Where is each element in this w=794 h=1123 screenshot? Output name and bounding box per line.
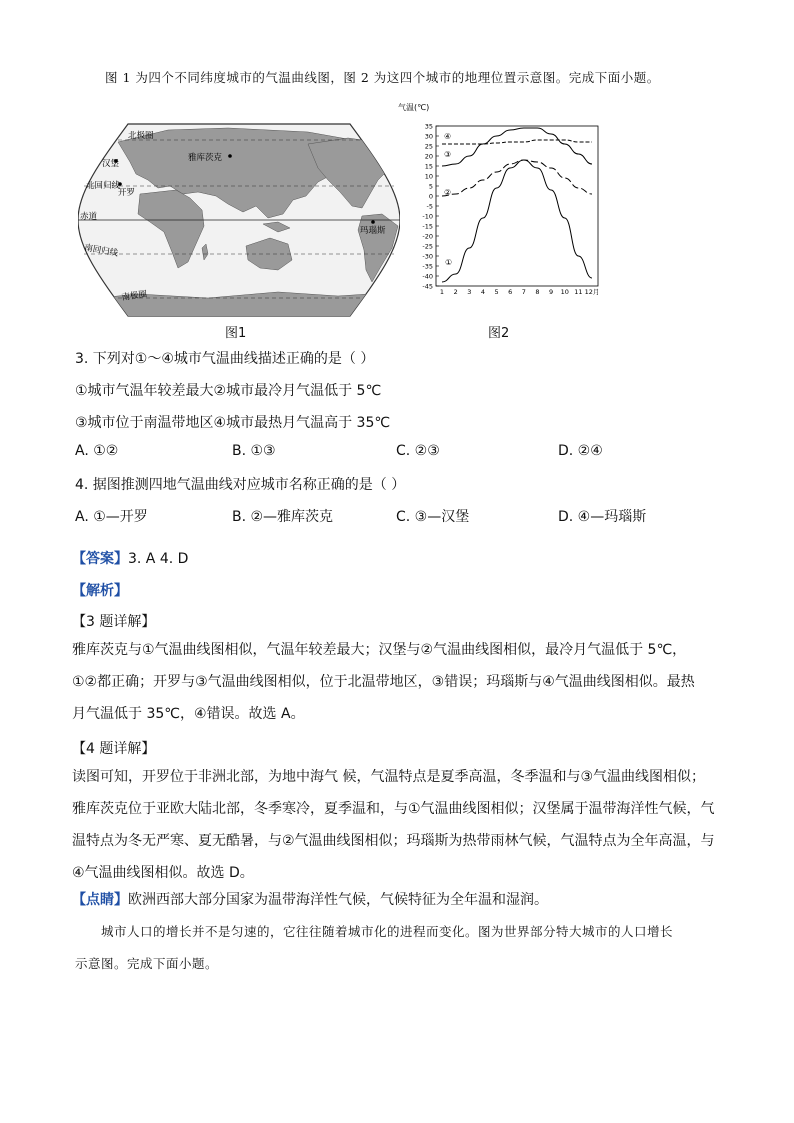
temperature-chart bbox=[396, 102, 602, 300]
series-line-1 bbox=[442, 160, 592, 282]
answer-line bbox=[72, 548, 188, 568]
q4-option-a[interactable]: A. ①—开罗 bbox=[75, 509, 148, 525]
label-tropic-cancer: 北回归线 bbox=[86, 181, 121, 191]
x-tick-label: 7 bbox=[521, 288, 526, 296]
x-tick-label: 10 bbox=[560, 288, 569, 296]
d3-body bbox=[72, 634, 732, 730]
intro-text: 图 1 为四个不同纬度城市的气温曲线图，图 2 为这四个城市的地理位置示意图。完成下面小题。 bbox=[105, 70, 660, 85]
d4-line-1: 读图可知，开罗位于非洲北部，为地中海气 候，气温特点是夏季高温，冬季温和与③气温曲线图相似； bbox=[72, 769, 705, 785]
chart-ylabel: 气温(℃) bbox=[398, 103, 430, 112]
x-tick-label: 1 bbox=[439, 288, 445, 296]
y-tick-label: 5 bbox=[428, 182, 433, 191]
y-tick-label: -30 bbox=[422, 252, 433, 261]
q3-statement-2: ③城市位于南温带地区④城市最热月气温高于 35℃ bbox=[75, 415, 391, 431]
q3-statement-1: ①城市气温年较差最大②城市最冷月气温低于 5℃ bbox=[75, 383, 382, 399]
x-tick-label: 2 bbox=[453, 288, 458, 296]
series-label-3: ③ bbox=[444, 150, 452, 159]
d4-line-2: 雅库茨克位于亚欧大陆北部，冬季寒冷，夏季温和，与①气温曲线图相似；汉堡属于温带海洋性气候，气 bbox=[72, 801, 715, 817]
d3-line-1: 雅库茨克与①气温曲线图相似，气温年较差最大；汉堡与②气温曲线图相似，最冷月气温低于 5℃， bbox=[72, 642, 687, 658]
next-intro-line-1: 城市人口的增长并不是匀速的，它往往随着城市化的进程而变化。图为世界部分特大城市的人口增长 bbox=[101, 924, 674, 939]
y-tick-label: 25 bbox=[424, 142, 433, 151]
series-line-4 bbox=[442, 140, 592, 144]
y-tick-label: -20 bbox=[422, 232, 433, 241]
d4-label: 【4 题详解】 bbox=[72, 741, 156, 757]
series-label-2: ② bbox=[444, 188, 452, 197]
q3-option-d[interactable]: D. ②④ bbox=[558, 443, 603, 459]
analysis-label: 【解析】 bbox=[72, 583, 128, 599]
q3-option-b[interactable]: B. ①③ bbox=[232, 443, 276, 459]
y-tick-label: 35 bbox=[424, 122, 433, 131]
y-tick-label: -15 bbox=[422, 222, 433, 231]
d3-label: 【3 题详解】 bbox=[72, 614, 156, 630]
y-tick-label: -35 bbox=[422, 262, 433, 271]
y-tick-label: 30 bbox=[424, 132, 433, 141]
label-hamburg: 汉堡 bbox=[102, 159, 120, 169]
d3-line-3: 月气温低于 35℃，④错误。故选 A。 bbox=[72, 706, 305, 722]
x-tick-label: 6 bbox=[508, 288, 513, 296]
x-tick-label: 9 bbox=[549, 288, 554, 296]
y-tick-label: 0 bbox=[428, 192, 433, 201]
tip-label: 【点睛】 bbox=[72, 892, 128, 908]
q4-option-d[interactable]: D. ④—玛瑙斯 bbox=[558, 509, 647, 525]
q4-stem: 4. 据图推测四地气温曲线对应城市名称正确的是（ ） bbox=[75, 477, 406, 493]
x-tick-label: 4 bbox=[480, 288, 485, 296]
label-manaus: 玛瑙斯 bbox=[360, 226, 386, 236]
d4-line-3: 温特点为冬无严寒、夏无酷暑，与②气温曲线图相似；玛瑙斯为热带雨林气候，气温特点为全年高温，与 bbox=[72, 833, 715, 849]
y-tick-label: 20 bbox=[424, 152, 433, 161]
y-tick-label: -45 bbox=[422, 282, 433, 291]
label-equator: 赤道 bbox=[80, 212, 98, 222]
q3-stem: 3. 下列对①～④城市气温曲线描述正确的是（ ） bbox=[75, 351, 375, 367]
y-tick-label: -5 bbox=[426, 202, 433, 211]
y-tick-label: 10 bbox=[424, 172, 433, 181]
tip-text: 欧洲西部大部分国家为温带海洋性气候，气候特征为全年温和湿润。 bbox=[128, 892, 548, 908]
y-tick-label: -40 bbox=[422, 272, 433, 281]
q4-option-b[interactable]: B. ②—雅库茨克 bbox=[232, 509, 334, 525]
series-line-3 bbox=[442, 128, 592, 166]
d3-line-2: ①②都正确；开罗与③气温曲线图相似，位于北温带地区，③错误；玛瑙斯与④气温曲线图相似。最热 bbox=[72, 674, 695, 690]
y-tick-label: -10 bbox=[422, 212, 433, 221]
series-label-4: ④ bbox=[444, 132, 452, 141]
x-tick-label: 11 bbox=[574, 288, 583, 296]
y-tick-label: 15 bbox=[424, 162, 433, 171]
label-tropic-capricorn: 南回归线 bbox=[83, 243, 119, 259]
q4-option-c[interactable]: C. ③—汉堡 bbox=[396, 509, 470, 525]
x-tick-label: 5 bbox=[494, 288, 499, 296]
series-label-1: ① bbox=[445, 258, 453, 267]
label-south-pole: 南极圈 bbox=[121, 289, 148, 303]
x-tick-label: 12月 bbox=[584, 288, 600, 296]
q3-option-c[interactable]: C. ②③ bbox=[396, 443, 440, 459]
x-tick-label: 3 bbox=[467, 288, 472, 296]
d4-body bbox=[72, 761, 732, 889]
answer-text: 3. A 4. D bbox=[128, 551, 189, 567]
world-map-figure bbox=[78, 122, 400, 318]
label-yakutsk: 雅库茨克 bbox=[188, 153, 223, 163]
answer-label: 【答案】 bbox=[72, 551, 128, 567]
next-intro-line-2: 示意图。完成下面小题。 bbox=[75, 956, 219, 971]
x-tick-label: 8 bbox=[535, 288, 540, 296]
q3-option-a[interactable]: A. ①② bbox=[75, 443, 119, 459]
series-line-2 bbox=[442, 160, 592, 196]
figure1-caption: 图1 bbox=[225, 326, 247, 341]
label-north-pole: 北极圈 bbox=[128, 131, 154, 141]
label-cairo: 开罗 bbox=[118, 188, 136, 198]
figure2-caption: 图2 bbox=[488, 326, 510, 341]
tip-line bbox=[72, 889, 548, 909]
d4-line-4: ④气温曲线图相似。故选 D。 bbox=[72, 865, 254, 881]
chart-plot-frame bbox=[436, 126, 598, 286]
y-tick-label: -25 bbox=[422, 242, 433, 251]
